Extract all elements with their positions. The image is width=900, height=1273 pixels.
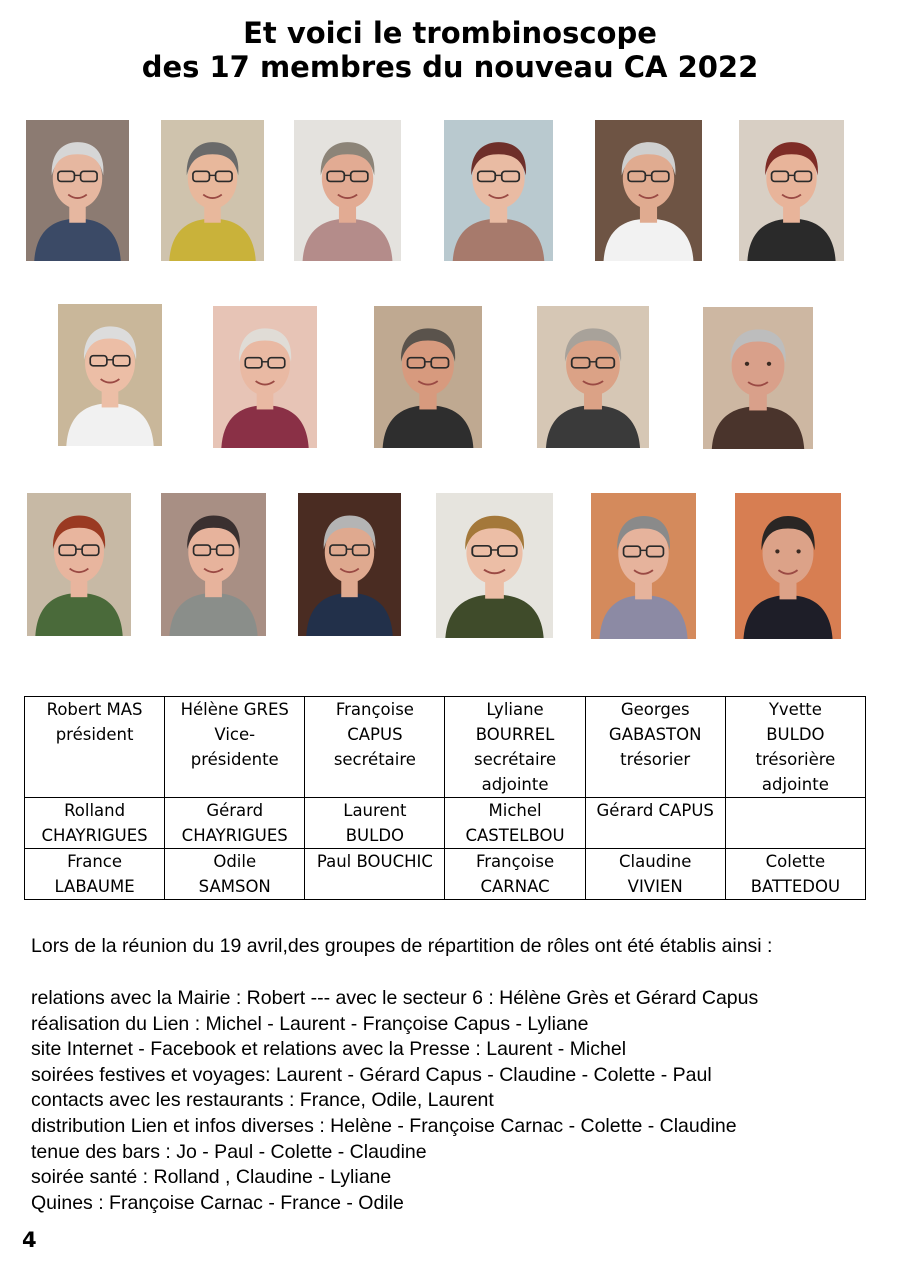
role-line: site Internet - Facebook et relations avec la Presse : Laurent - Michel [31,1038,627,1061]
portrait-figure [591,493,696,639]
portrait-photo [537,306,649,448]
role-line: réalisation du Lien : Michel - Laurent - Françoise Capus - Lyliane [31,1012,589,1035]
table-row [25,849,866,900]
portrait-photo [735,493,841,639]
role-line: soirée santé : Rolland , Claudine - Lyliane [31,1166,392,1189]
member-cell: Laurent BULDO [305,798,445,849]
portrait-photo [58,304,162,446]
members-table [24,696,866,900]
member-cell: Lyliane BOURREL secrétaire adjointe [445,697,585,798]
portrait-figure [161,120,264,261]
intro-paragraph: Lors de la réunion du 19 avril,des groupes de répartition de rôles ont été établis ainsi : [31,935,773,957]
portrait-photo [591,493,696,639]
table-row [25,697,866,798]
portrait-figure [537,306,649,448]
portrait-photo [739,120,844,261]
portrait-figure [298,493,401,636]
portrait-photo [26,120,129,261]
eye [775,549,779,553]
portrait-figure [595,120,702,261]
member-cell: Robert MAS président [25,697,165,798]
portrait-figure [703,307,813,449]
portrait-photo [161,493,266,636]
member-cell: Gérard CHAYRIGUES [165,798,305,849]
portrait-figure [213,306,317,448]
member-cell: Françoise CARNAC [445,849,585,900]
member-cell: Michel CASTELBOU [445,798,585,849]
page-title-line-1: Et voici le trombinoscope [243,16,657,50]
member-cell: Rolland CHAYRIGUES [25,798,165,849]
role-line: soirées festives et voyages: Laurent - Gérard Capus - Claudine - Colette - Paul [31,1063,712,1086]
eye [767,362,771,366]
table-row [25,798,866,849]
member-cell [725,798,865,849]
portrait-figure [436,493,553,638]
portrait-figure [735,493,841,639]
member-cell: Georges GABASTON trésorier [585,697,725,798]
page-title-line-2: des 17 membres du nouveau CA 2022 [141,50,759,84]
portrait-photo [161,120,264,261]
eye [745,362,749,366]
member-cell: Gérard CAPUS [585,798,725,849]
portrait-photo [27,493,131,636]
portrait-photo [374,306,482,448]
eye [796,549,800,553]
portrait-figure [161,493,266,636]
portrait-photo [444,120,553,261]
portrait-photo [436,493,553,638]
role-line: Quines : Françoise Carnac - France - Odile [31,1191,404,1214]
portrait-photo [703,307,813,449]
member-cell: Claudine VIVIEN [585,849,725,900]
member-cell: Hélène GRES Vice- présidente [165,697,305,798]
role-line: tenue des bars : Jo - Paul - Colette - Claudine [31,1140,427,1163]
member-cell: France LABAUME [25,849,165,900]
portrait-figure [27,493,131,636]
role-line: distribution Lien et infos diverses : Helène - Françoise Carnac - Colette - Claudine [31,1115,737,1137]
member-cell: Colette BATTEDOU [725,849,865,900]
portrait-figure [58,304,162,446]
portrait-figure [374,306,482,448]
portrait-figure [739,120,844,261]
portrait-photo [595,120,702,261]
portrait-photo [298,493,401,636]
portrait-figure [26,120,129,261]
portrait-photo [294,120,401,261]
member-cell: Françoise CAPUS secrétaire [305,697,445,798]
portrait-photo [213,306,317,448]
member-cell: Paul BOUCHIC [305,849,445,900]
portrait-figure [294,120,401,261]
page-number: 4 [22,1228,37,1252]
role-line: contacts avec les restaurants : France, Odile, Laurent [31,1089,494,1112]
member-cell: Yvette BULDO trésorière adjointe [725,697,865,798]
portrait-figure [444,120,553,261]
member-cell: Odile SAMSON [165,849,305,900]
role-line: relations avec la Mairie : Robert --- avec le secteur 6 : Hélène Grès et Gérard Capus [31,987,759,1009]
